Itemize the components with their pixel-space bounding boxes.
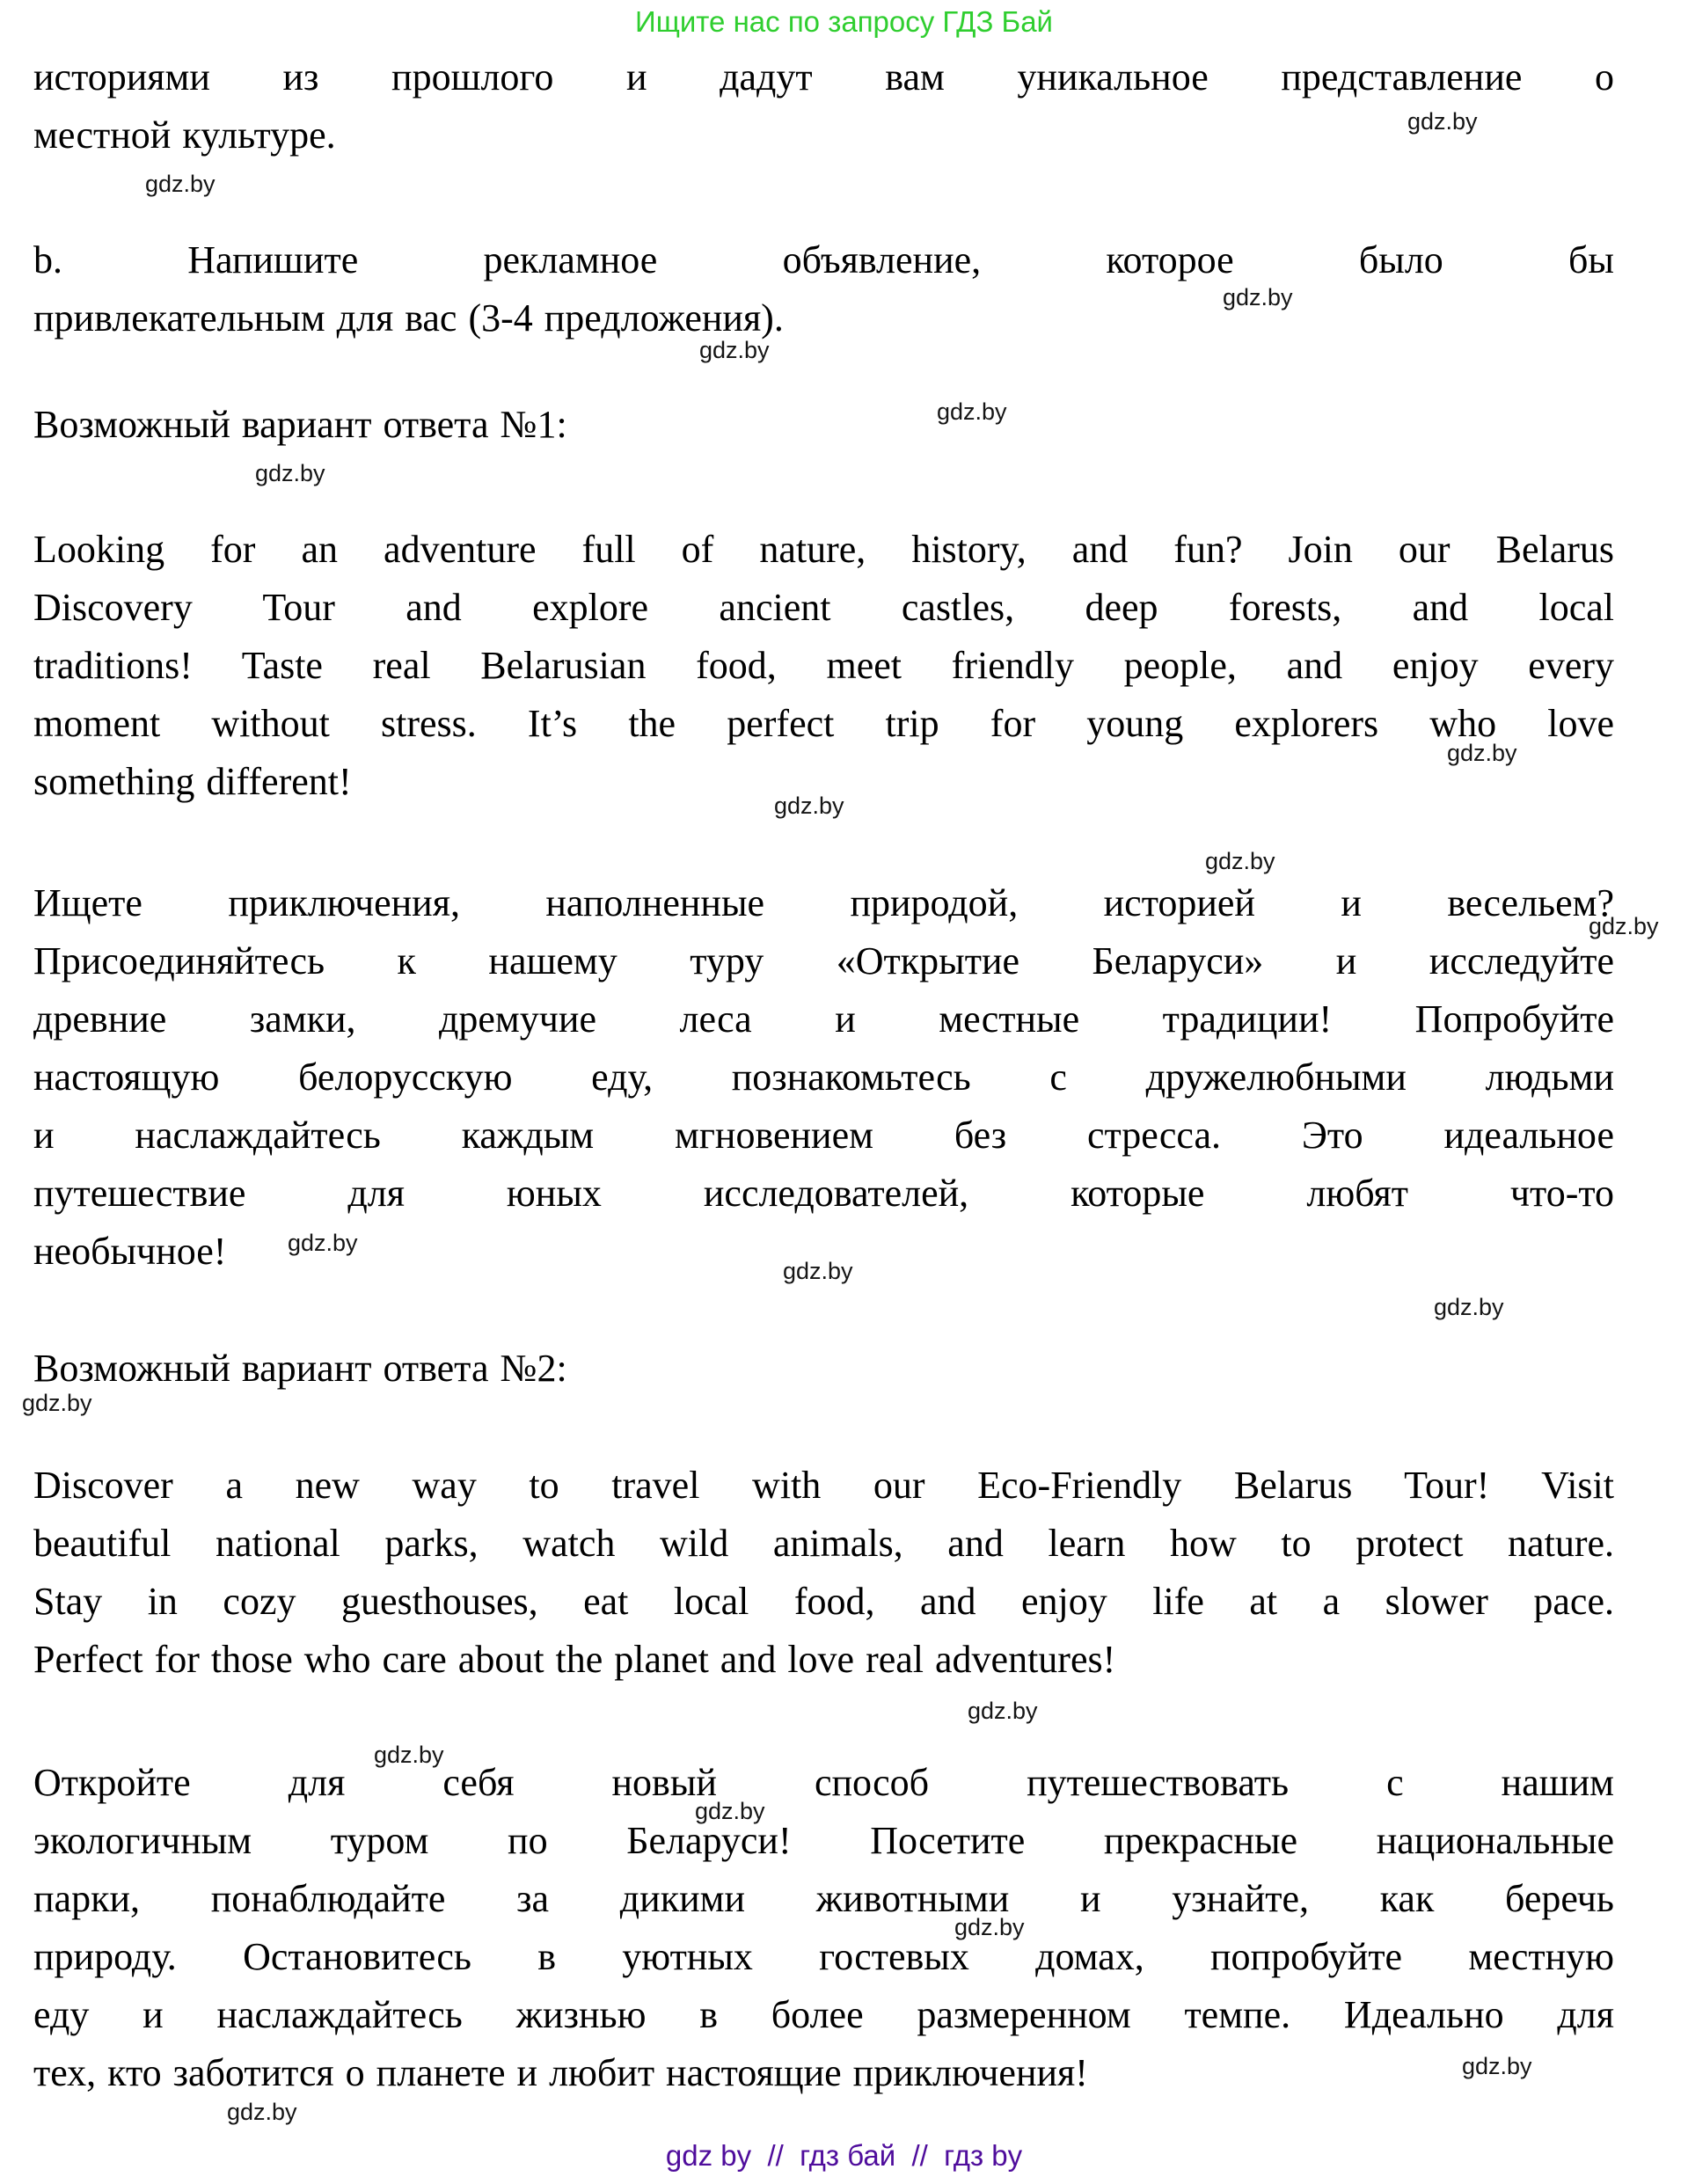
gdz-watermark: gdz.by — [22, 1390, 92, 1416]
gdz-watermark: gdz.by — [699, 337, 770, 363]
text-line: настоящую белорусскую еду, познакомьтесь с дружелюбными людьми — [33, 1055, 1614, 1099]
promo-banner: Ищите нас по запросу ГДЗ Бай — [635, 5, 1053, 38]
text-line: moment without stress. It’s the perfect trip for young explorers who love — [33, 702, 1614, 745]
text-line: something different! — [33, 760, 352, 803]
gdz-watermark: gdz.by — [783, 1258, 853, 1284]
text-line: Looking for an adventure full of nature, history, and fun? Join our Belarus — [33, 528, 1614, 571]
text-line: Discovery Tour and explore ancient castles, deep forests, and local — [33, 586, 1614, 629]
text-line: тех, кто заботится о планете и любит настоящие приключения! — [33, 2051, 1088, 2094]
text-line: историями из прошлого и дадут вам уникальное представление о — [33, 55, 1614, 99]
gdz-watermark: gdz.by — [1447, 740, 1517, 766]
gdz-watermark: gdz.by — [227, 2099, 297, 2125]
task-b-paragraph — [33, 231, 1614, 347]
text-line: Discover a new way to travel with our Eco-Friendly Belarus Tour! Visit — [33, 1464, 1614, 1507]
answer1-russian-paragraph — [33, 874, 1614, 1284]
text-line: и наслаждайтесь каждым мгновением без стресса. Это идеальное — [33, 1114, 1614, 1157]
text-line: древние замки, дремучие леса и местные традиции! Попробуйте — [33, 997, 1614, 1041]
text-line: Откройте для себя новый способ путешествовать с нашим — [33, 1761, 1614, 1804]
gdz-watermark: gdz.by — [145, 171, 216, 197]
answer2-heading: Возможный вариант ответа №2: — [33, 1347, 567, 1390]
gdz-watermark: gdz.by — [1223, 284, 1293, 310]
text-line: природу. Остановитесь в уютных гостевых домах, попробуйте местную — [33, 1935, 1614, 1978]
gdz-watermark: gdz.by — [1205, 848, 1275, 874]
gdz-watermark: gdz.by — [288, 1230, 358, 1256]
answer1-heading: Возможный вариант ответа №1: — [33, 403, 567, 446]
text-line: traditions! Taste real Belarusian food, meet friendly people, and enjoy every — [33, 644, 1614, 687]
text-line: Ищете приключения, наполненные природой, историей и весельем? — [33, 881, 1614, 924]
text-line: Присоединяйтесь к нашему туру «Открытие Беларуси» и исследуйте — [33, 939, 1614, 982]
gdz-watermark: gdz.by — [374, 1742, 444, 1768]
text-line: Perfect for those who care about the planet and love real adventures! — [33, 1638, 1116, 1681]
answer2-russian-paragraph — [33, 1754, 1614, 2102]
gdz-watermark: gdz.by — [255, 460, 325, 486]
text-line: экологичным туром по Беларуси! Посетите прекрасные национальные — [33, 1819, 1614, 1862]
text-line: путешествие для юных исследователей, которые любят что-то — [33, 1172, 1614, 1215]
text-line: b. Напишите рекламное объявление, которое было бы — [33, 238, 1614, 281]
gdz-watermark: gdz.by — [1462, 2053, 1532, 2079]
answer2-english-paragraph — [33, 1457, 1614, 1689]
gdz-watermark: gdz.by — [1434, 1294, 1504, 1320]
answer1-english-paragraph — [33, 521, 1614, 811]
text-line: привлекательным для вас (3-4 предложения). — [33, 296, 784, 340]
gdz-watermark: gdz.by — [695, 1798, 765, 1824]
gdz-watermark: gdz.by — [954, 1914, 1025, 1940]
text-line: местной культуре. — [33, 113, 336, 157]
intro-paragraph — [33, 48, 1614, 164]
gdz-watermark: gdz.by — [968, 1698, 1038, 1724]
gdz-watermark: gdz.by — [937, 398, 1007, 425]
gdz-watermark: gdz.by — [1589, 913, 1659, 939]
gdz-watermark: gdz.by — [1407, 108, 1478, 135]
text-line: необычное! — [33, 1230, 227, 1273]
gdz-watermark: gdz.by — [774, 793, 844, 819]
text-line: парки, понаблюдайте за дикими животными и узнайте, как беречь — [33, 1877, 1614, 1920]
text-line: beautiful national parks, watch wild animals, and learn how to protect nature. — [33, 1522, 1614, 1565]
text-line: Stay in cozy guesthouses, eat local food, and enjoy life at a slower pace. — [33, 1580, 1614, 1623]
text-line: еду и наслаждайтесь жизнью в более размеренном темпе. Идеально для — [33, 1993, 1614, 2036]
footer-links: gdz by // гдз бай // гдз by — [665, 2139, 1023, 2172]
